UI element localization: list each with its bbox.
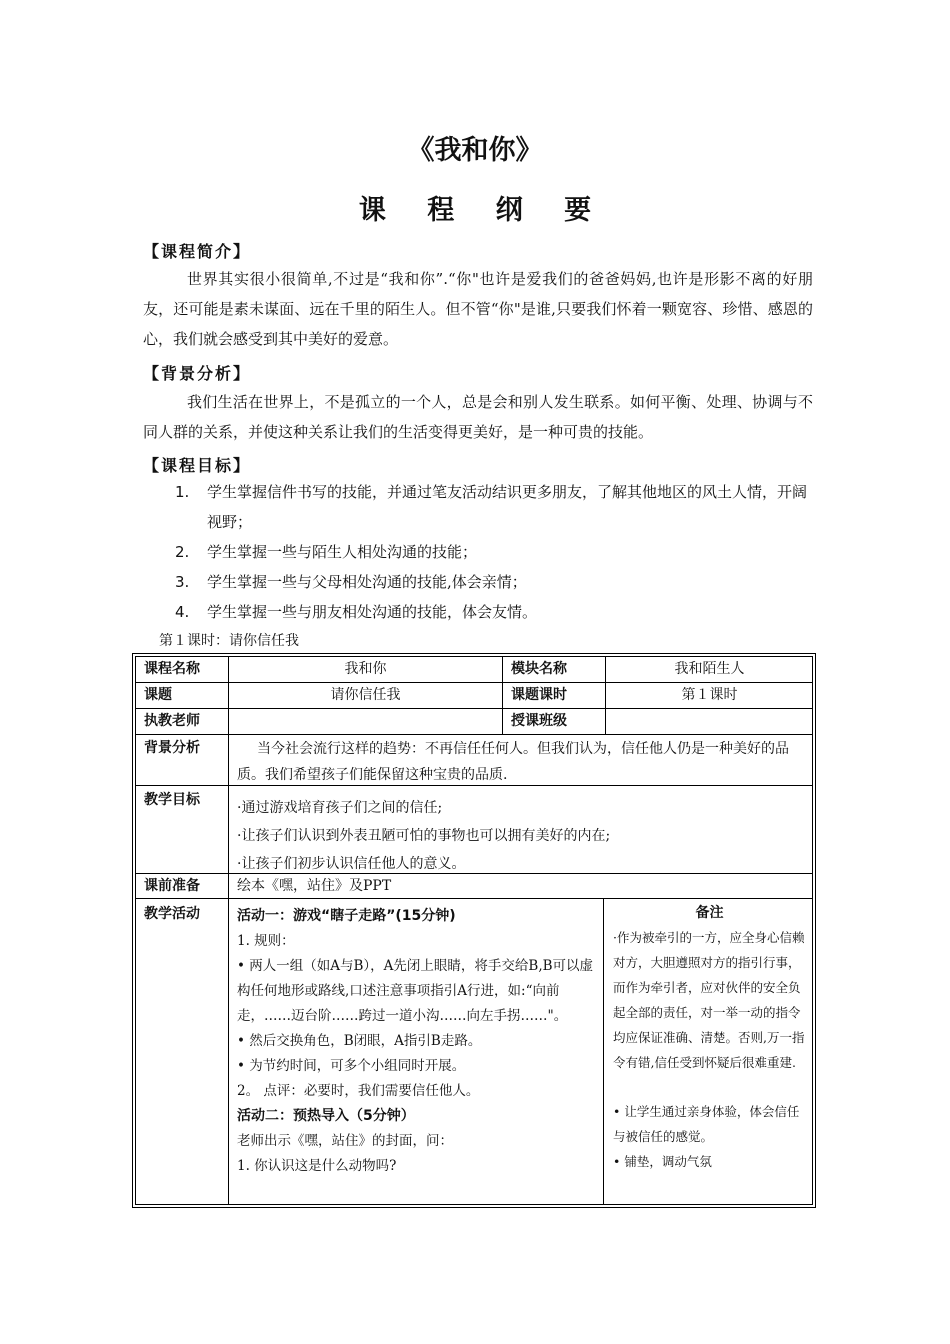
rule-heading: 1. 规则： bbox=[237, 933, 295, 949]
table-rule bbox=[135, 734, 813, 735]
table-rule bbox=[228, 656, 229, 1205]
goal-text: 学生掌握一些与陌生人相处沟通的技能； bbox=[207, 543, 478, 561]
module-name-value: 我和陌生人 bbox=[674, 661, 745, 677]
goal-text: 学生掌握一些与朋友相处沟通的技能，体会友情。 bbox=[207, 603, 538, 621]
table-rule bbox=[135, 898, 813, 899]
goal-text: 学生掌握信件书写的技能，并通过笔友活动结识更多朋友，了解其他地区的风土人情，开阔视野； bbox=[207, 483, 808, 531]
activity-two-title: 活动二：预热导入（5分钟） bbox=[237, 1108, 415, 1124]
course-name-label: 课程名称 bbox=[144, 661, 200, 677]
table-rule bbox=[603, 898, 604, 1205]
activity-two-text: 老师出示《嘿，站住》的封面，问： bbox=[237, 1133, 453, 1149]
document-title: 《我和你》 bbox=[407, 135, 543, 166]
lesson-label: 第１课时：请你信任我 bbox=[159, 633, 299, 649]
goals-heading: 【课程目标】 bbox=[143, 456, 252, 475]
goal-number: 1. bbox=[175, 483, 190, 501]
table-background-text: 当今社会流行这样的趋势：不再信任任何人。但我们认为，信任他人仍是一种美好的品质。我们希望孩子们能保留这种宝贵的品质. bbox=[237, 741, 789, 783]
goal-number: 4. bbox=[175, 603, 190, 621]
prep-label: 课前准备 bbox=[144, 878, 200, 894]
notes-heading: 备注 bbox=[695, 905, 724, 921]
intro-heading: 【课程简介】 bbox=[143, 242, 252, 261]
table-rule bbox=[502, 656, 503, 735]
course-name-value: 我和你 bbox=[344, 661, 387, 677]
background-text: 我们生活在世界上，不是孤立的一个人，总是会和别人发生联系。如何平衡、处理、协调与不同人群的关系，并使这种关系让我们的生活变得更美好，是一种可贵的技能。 bbox=[143, 393, 813, 441]
objective-item: ·让孩子们初步认识信任他人的意义。 bbox=[237, 856, 466, 872]
question-item: 1. 你认识这是什么动物吗? bbox=[237, 1158, 397, 1174]
prep-value: 绘本《嘿，站住》及PPT bbox=[237, 878, 392, 894]
teacher-label: 执教老师 bbox=[144, 713, 200, 729]
goal-item bbox=[175, 567, 815, 597]
topic-value: 请你信任我 bbox=[330, 687, 401, 703]
note-item: • 让学生通过亲身体验，体会信任与被信任的感觉。 bbox=[613, 1104, 800, 1144]
rule-item: • 然后交换角色，B闭眼，A指引B走路。 bbox=[237, 1033, 482, 1049]
objective-item: ·通过游戏培育孩子们之间的信任; bbox=[237, 800, 443, 816]
goal-text: 学生掌握一些与父母相处沟通的技能,体会亲情； bbox=[207, 573, 527, 591]
rule-item: • 为节约时间，可多个小组同时开展。 bbox=[237, 1058, 466, 1074]
goal-item bbox=[175, 537, 815, 567]
objectives-label: 教学目标 bbox=[144, 792, 200, 808]
module-name-label: 模块名称 bbox=[511, 661, 567, 677]
activity-content bbox=[237, 904, 597, 1179]
goal-item bbox=[175, 477, 815, 537]
document-subtitle: 课 程 纲 要 bbox=[358, 195, 608, 226]
goal-number: 3. bbox=[175, 573, 190, 591]
objective-item: ·让孩子们认识到外表丑陋可怕的事物也可以拥有美好的内在; bbox=[237, 828, 611, 844]
activity-label: 教学活动 bbox=[144, 906, 200, 922]
goal-number: 2. bbox=[175, 543, 190, 561]
class-label: 授课班级 bbox=[511, 713, 567, 729]
note-item: ·作为被牵引的一方，应全身心信赖对方，大胆遵照对方的指引行事，而作为牵引者，应对伙伴的安全负起全部的责任，对一举一动的指令均应保证准确、清楚。否则,万一指令有错,信任受到怀疑后很难重建. bbox=[613, 930, 805, 1070]
comment-text: 2。 点评：必要时，我们需要信任他人。 bbox=[237, 1083, 480, 1099]
period-value: 第１课时 bbox=[681, 687, 738, 703]
table-rule bbox=[135, 708, 813, 709]
background-heading: 【背景分析】 bbox=[143, 364, 252, 383]
rule-item: • 两人一组（如A与B），A先闭上眼睛，将手交给B,B可以虚构任何地形或路线,口述注意事项指引A行进，如:“向前走，……迈台阶……跨过一道小沟……向左手拐……"。 bbox=[237, 958, 594, 1024]
note-item: • 铺垫，调动气氛 bbox=[613, 1154, 712, 1169]
intro-text: 世界其实很小很简单,不过是“我和你”.“你"也许是爱我们的爸爸妈妈,也许是形影不离的好朋友，还可能是素未谋面、远在千里的陌生人。但不管“你"是谁,只要我们怀着一颗宽容、珍惜、感恩的心，我们就会感受到其中美好的爱意。 bbox=[143, 270, 813, 348]
goal-item bbox=[175, 597, 815, 627]
period-label: 课题课时 bbox=[511, 687, 567, 703]
activity-one-title: 活动一：游戏“瞎子走路”(15分钟) bbox=[237, 908, 456, 924]
topic-label: 课题 bbox=[144, 687, 172, 703]
table-background-label: 背景分析 bbox=[144, 740, 200, 756]
